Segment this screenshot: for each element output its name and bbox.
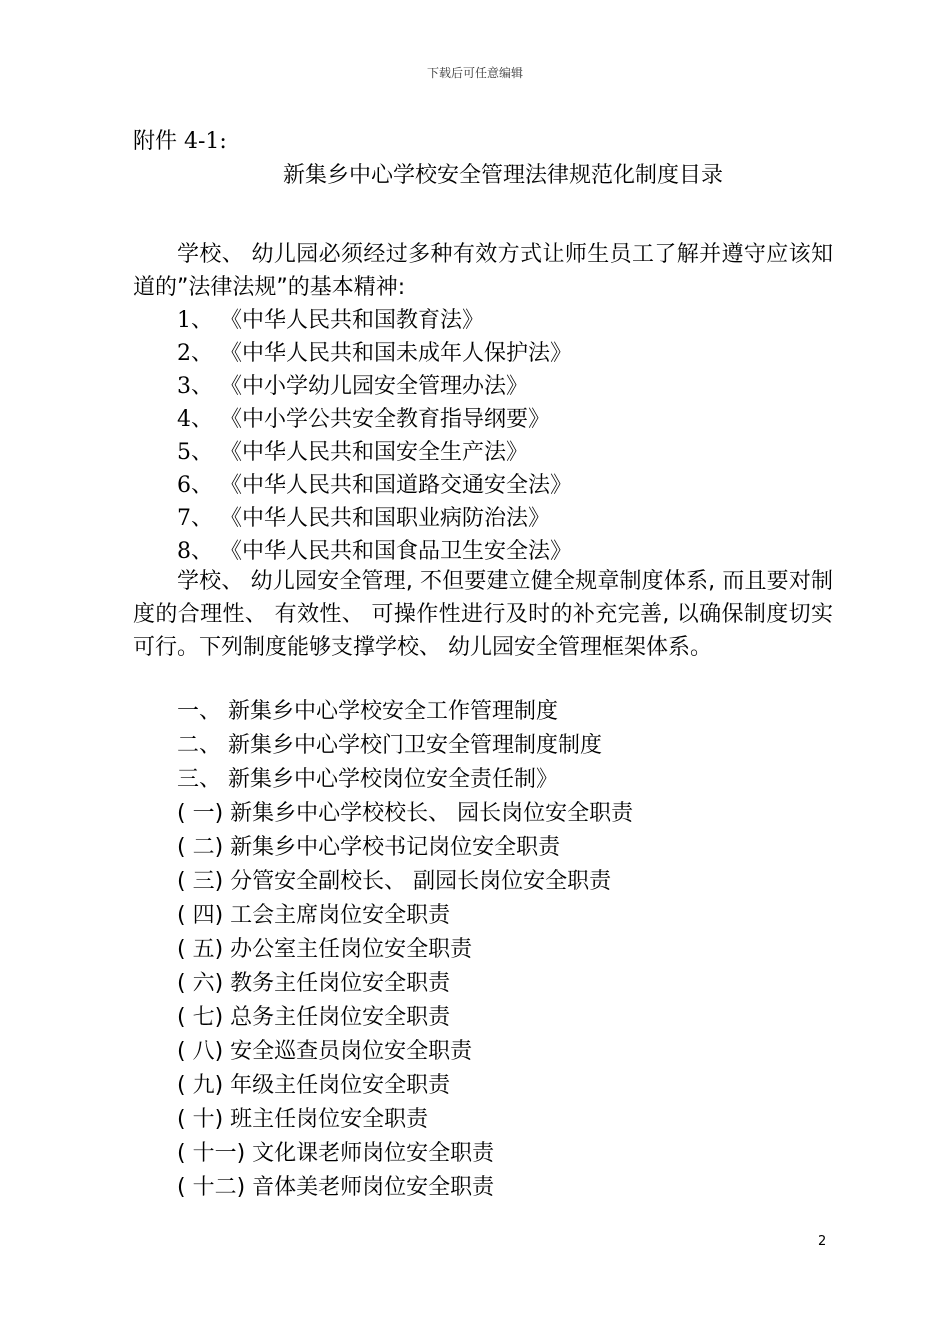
law-number: 7、 <box>177 506 213 531</box>
law-title: 《中华人民共和国职业病防治法》 <box>220 506 551 531</box>
system-item: ( 四) 工会主席岗位安全职责 <box>177 903 451 928</box>
system-item: ( 六) 教务主任岗位安全职责 <box>177 971 451 996</box>
page-number: 2 <box>818 1234 827 1249</box>
law-title: 《中华人民共和国教育法》 <box>220 308 485 333</box>
page-header: 下载后可任意编辑 <box>426 66 523 80</box>
system-item: ( 三) 分管安全副校长、 副园长岗位安全职责 <box>177 869 612 894</box>
law-number: 2、 <box>177 341 213 366</box>
system-list <box>177 695 633 1205</box>
system-item: ( 十二) 音体美老师岗位安全职责 <box>177 1175 495 1200</box>
system-item: 三、 新集乡中心学校岗位安全责任制》 <box>177 767 558 792</box>
law-number: 8、 <box>177 539 213 564</box>
law-item <box>177 403 572 436</box>
system-item: 一、 新集乡中心学校安全工作管理制度 <box>177 699 558 724</box>
law-number: 5、 <box>177 440 213 465</box>
second-paragraph-text: 学校、 幼儿园安全管理, 不但要建立健全规章制度体系, 而且要对制度的合理性、 有效性、 可操作性进行及时的补充完善, 以确保制度切实可行。下列制度能够支撑学校、 幼儿园安全管理框架体系。 <box>133 569 833 660</box>
law-title: 《中华人民共和国安全生产法》 <box>220 440 529 465</box>
law-number: 3、 <box>177 374 213 399</box>
law-item <box>177 502 572 535</box>
system-item: 二、 新集乡中心学校门卫安全管理制度制度 <box>177 733 602 758</box>
system-item: ( 十) 班主任岗位安全职责 <box>177 1107 429 1132</box>
law-number: 6、 <box>177 473 213 498</box>
law-title: 《中华人民共和国未成年人保护法》 <box>220 341 573 366</box>
system-item: ( 十一) 文化课老师岗位安全职责 <box>177 1141 495 1166</box>
system-item: ( 九) 年级主任岗位安全职责 <box>177 1073 451 1098</box>
attachment-label: 附件 4-1: <box>133 129 227 154</box>
law-title: 《中华人民共和国食品卫生安全法》 <box>220 539 573 564</box>
law-title: 《中小学幼儿园安全管理办法》 <box>220 374 529 399</box>
law-item <box>177 370 572 403</box>
intro-paragraph <box>133 238 833 304</box>
law-title: 《中小学公共安全教育指导纲要》 <box>220 407 551 432</box>
law-number: 4、 <box>177 407 213 432</box>
system-item: ( 五) 办公室主任岗位安全职责 <box>177 937 473 962</box>
law-item <box>177 436 572 469</box>
system-item: ( 一) 新集乡中心学校校长、 园长岗位安全职责 <box>177 801 634 826</box>
law-item <box>177 337 572 370</box>
intro-paragraph-text: 学校、 幼儿园必须经过多种有效方式让师生员工了解并遵守应该知道的”法律法规”的基本精神: <box>133 242 833 300</box>
law-list <box>177 304 572 568</box>
second-paragraph <box>133 565 833 664</box>
system-item: ( 八) 安全巡查员岗位安全职责 <box>177 1039 473 1064</box>
document-title: 新集乡中心学校安全管理法律规范化制度目录 <box>282 163 723 188</box>
law-title: 《中华人民共和国道路交通安全法》 <box>220 473 573 498</box>
law-item <box>177 469 572 502</box>
law-number: 1、 <box>177 308 213 333</box>
law-item <box>177 304 572 337</box>
system-item: ( 七) 总务主任岗位安全职责 <box>177 1005 451 1030</box>
system-item: ( 二) 新集乡中心学校书记岗位安全职责 <box>177 835 561 860</box>
law-item <box>177 535 572 568</box>
